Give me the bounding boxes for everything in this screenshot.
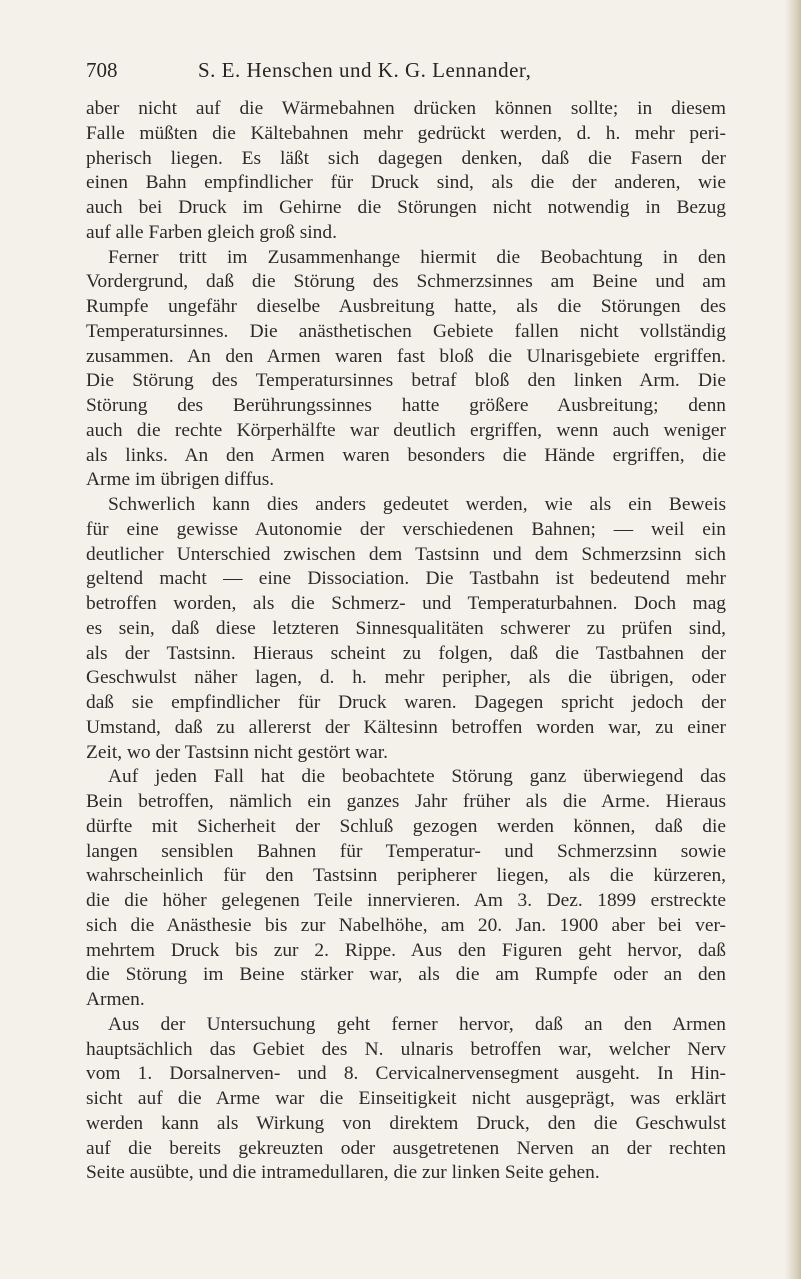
- text-line: sicht auf die Arme war die Einseitigkeit nicht ausgeprägt, was erklärt: [86, 1088, 726, 1109]
- text-line: die Störung im Beine stärker war, als die am Rumpfe oder an den: [86, 964, 726, 986]
- text-line: es sein, daß diese letzteren Sinnesqualitäten schwerer zu prüfen sind,: [86, 617, 726, 639]
- text-line: dürfte mit Sicherheit der Schluß gezogen werden können, daß die: [86, 815, 726, 837]
- text-line: pherisch liegen. Es läßt sich dagegen denken, daß die Fasern der: [86, 147, 726, 169]
- running-head-title: S. E. Henschen und K. G. Lennander,: [198, 58, 532, 82]
- text-line: Bein betroffen, nämlich ein ganzes Jahr früher als die Arme. Hieraus: [86, 791, 726, 812]
- text-line: Die Störung des Temperatursinnes betraf bloß den linken Arm. Die: [86, 370, 726, 392]
- text-line: Schwerlich kann dies anders gedeutet werden, wie als ein Beweis: [108, 494, 726, 515]
- text-line: langen sensiblen Bahnen für Temperatur- und Schmerzsinn sowie: [86, 840, 726, 862]
- text-line: Umstand, daß zu allererst der Kältesinn betroffen worden war, zu einer: [86, 716, 726, 738]
- text-line: auf alle Farben gleich groß sind.: [86, 221, 337, 243]
- text-line: die die höher gelegenen Teile innervieren. Am 3. Dez. 1899 erstreckte: [86, 890, 726, 911]
- text-line: einen Bahn empfindlicher für Druck sind, als die der anderen, wie: [86, 172, 726, 194]
- text-line: vom 1. Dorsalnerven- und 8. Cervicalnervensegment ausgeht. In Hin-: [86, 1063, 726, 1085]
- page-number: 708: [86, 58, 118, 82]
- text-line: auch die rechte Körperhälfte war deutlich ergriffen, wenn auch weniger: [86, 419, 726, 441]
- body-text: [86, 97, 726, 1186]
- text-line: geltend macht — eine Dissociation. Die Tastbahn ist bedeutend mehr: [86, 568, 726, 590]
- text-line: Auf jeden Fall hat die beobachtete Störung ganz überwiegend das: [108, 766, 726, 788]
- text-line: mehrtem Druck bis zur 2. Rippe. Aus den Figuren geht hervor, daß: [86, 939, 726, 961]
- text-line: daß sie empfindlicher für Druck waren. Dagegen spricht jedoch der: [86, 692, 726, 713]
- text-line: Temperatursinnes. Die anästhetischen Gebiete fallen nicht vollständig: [86, 320, 726, 342]
- text-line: Arme im übrigen diffus.: [86, 469, 275, 491]
- text-line: betroffen worden, als die Schmerz- und Temperaturbahnen. Doch mag: [86, 593, 726, 614]
- text-line: wahrscheinlich für den Tastsinn peripherer liegen, als die kürzeren,: [86, 865, 726, 887]
- text-line: als links. An den Armen waren besonders die Hände ergriffen, die: [86, 444, 726, 466]
- text-line: Seite ausübte, und die intramedullaren, die zur linken Seite gehen.: [86, 1162, 600, 1184]
- text-line: sich die Anästhesie bis zur Nabelhöhe, am 20. Jan. 1900 aber bei ver-: [86, 914, 726, 936]
- page-edge-shadow: [785, 0, 801, 1279]
- text-line: Vordergrund, daß die Störung des Schmerzsinnes am Beine und am: [86, 271, 726, 293]
- text-line: hauptsächlich das Gebiet des N. ulnaris betroffen war, welcher Nerv: [86, 1038, 726, 1060]
- text-line: auch bei Druck im Gehirne die Störungen nicht notwendig in Bezug: [86, 197, 726, 218]
- text-line: Falle müßten die Kältebahnen mehr gedrückt werden, d. h. mehr peri-: [86, 122, 726, 144]
- text-line: Armen.: [86, 989, 145, 1010]
- text-line: Geschwulst näher lagen, d. h. mehr peripher, als die übrigen, oder: [86, 667, 726, 689]
- text-line: Ferner tritt im Zusammenhange hiermit die Beobachtung in den: [108, 246, 726, 268]
- text-line: deutlicher Unterschied zwischen dem Tastsinn und dem Schmerzsinn sich: [86, 543, 726, 565]
- text-line: auf die bereits gekreuzten oder ausgetretenen Nerven an der rechten: [86, 1137, 726, 1159]
- text-line: zusammen. An den Armen waren fast bloß die Ulnarisgebiete ergriffen.: [86, 345, 726, 367]
- text-line: werden kann als Wirkung von direktem Druck, den die Geschwulst: [86, 1112, 726, 1134]
- text-line: für eine gewisse Autonomie der verschiedenen Bahnen; — weil ein: [86, 518, 726, 540]
- text-line: Rumpfe ungefähr dieselbe Ausbreitung hatte, als die Störungen des: [86, 296, 726, 317]
- running-head: [86, 58, 726, 84]
- text-line: aber nicht auf die Wärmebahnen drücken können sollte; in diesem: [86, 98, 726, 119]
- text-line: als der Tastsinn. Hieraus scheint zu folgen, daß die Tastbahnen der: [86, 642, 726, 664]
- text-line: Störung des Berührungssinnes hatte größere Ausbreitung; denn: [86, 395, 726, 416]
- text-line: Aus der Untersuchung geht ferner hervor, daß an den Armen: [108, 1013, 726, 1035]
- text-line: Zeit, wo der Tastsinn nicht gestört war.: [86, 741, 389, 763]
